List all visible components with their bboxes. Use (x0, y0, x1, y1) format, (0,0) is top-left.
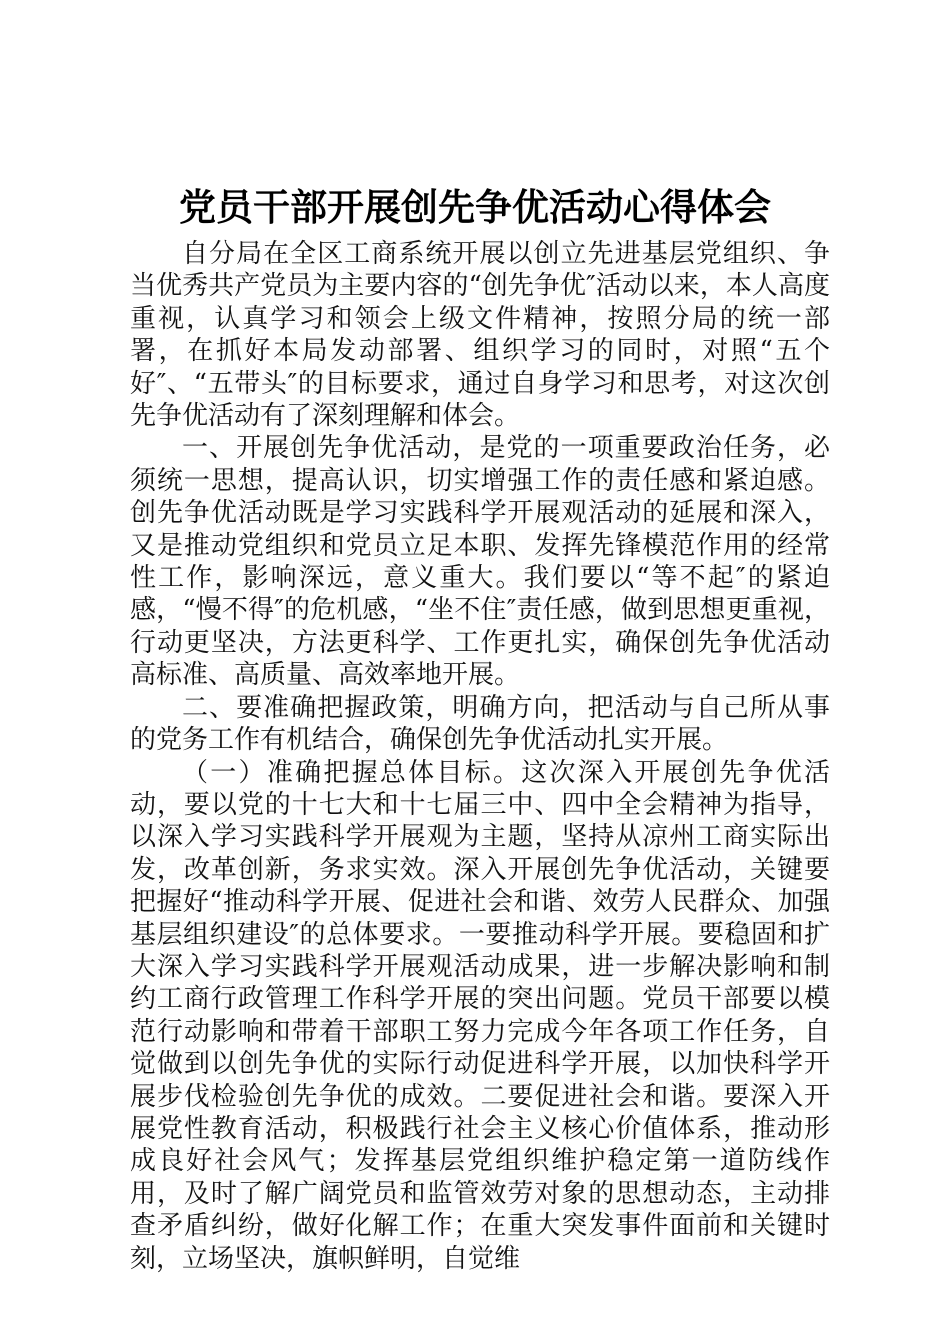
paragraph-intro: 自分局在全区工商系统开展以创立先进基层党组织、争当优秀共产党员为主要内容的“创先争优″活动以来，本人高度重视，认真学习和领会上级文件精神，按照分局的统一部署，在抓好本局发动部署、组织学习的同时，对照“五个好″、“五带头″的目标要求，通过自身学习和思考，对这次创先争优活动有了深刻理解和体会。 (130, 239, 830, 432)
paragraph-section-one: 一、开展创先争优活动，是党的一项重要政治任务，必须统一思想，提高认识，切实增强工作的责任感和紧迫感。创先争优活动既是学习实践科学开展观活动的延展和深入，又是推动党组织和党员立足本职、发挥先锋模范作用的经常性工作，影响深远，意义重大。我们要以“等不起″的紧迫感，“慢不得″的危机感，“坐不住″责任感，做到思想更重视，行动更坚决，方法更科学、工作更扎实，确保创先争优活动高标准、高质量、高效率地开展。 (130, 433, 830, 691)
paragraph-section-two: 二、要准确把握政策，明确方向，把活动与自己所从事的党务工作有机结合，确保创先争优活动扎实开展。 (130, 692, 830, 756)
document-body (130, 238, 830, 1275)
paragraph-subsection-one: （一）准确把握总体目标。这次深入开展创先争优活动，要以党的十七大和十七届三中、四中全会精神为指导，以深入学习实践科学开展观为主题，坚持从凉州工商实际出发，改革创新，务求实效。深入开展创先争优活动，关键要把握好“推动科学开展、促进社会和谐、效劳人民群众、加强基层组织建设″的总体要求。一要推动科学开展。要稳固和扩大深入学习实践科学开展观活动成果，进一步解决影响和制约工商行政管理工作科学开展的突出问题。党员干部要以模范行动影响和带着干部职工努力完成今年各项工作任务，自觉做到以创先争优的实际行动促进科学开展，以加快科学开展步伐检验创先争优的成效。二要促进社会和谐。要深入开展党性教育活动，积极践行社会主义核心价值体系，推动形成良好社会风气；发挥基层党组织维护稳定第一道防线作用，及时了解广阔党员和监管效劳对象的思想动态，主动排查矛盾纠纷，做好化解工作；在重大突发事件面前和关键时刻，立场坚决，旗帜鲜明，自觉维 (130, 757, 830, 1274)
document-title: 党员干部开展创先争优活动心得体会 (179, 186, 771, 229)
